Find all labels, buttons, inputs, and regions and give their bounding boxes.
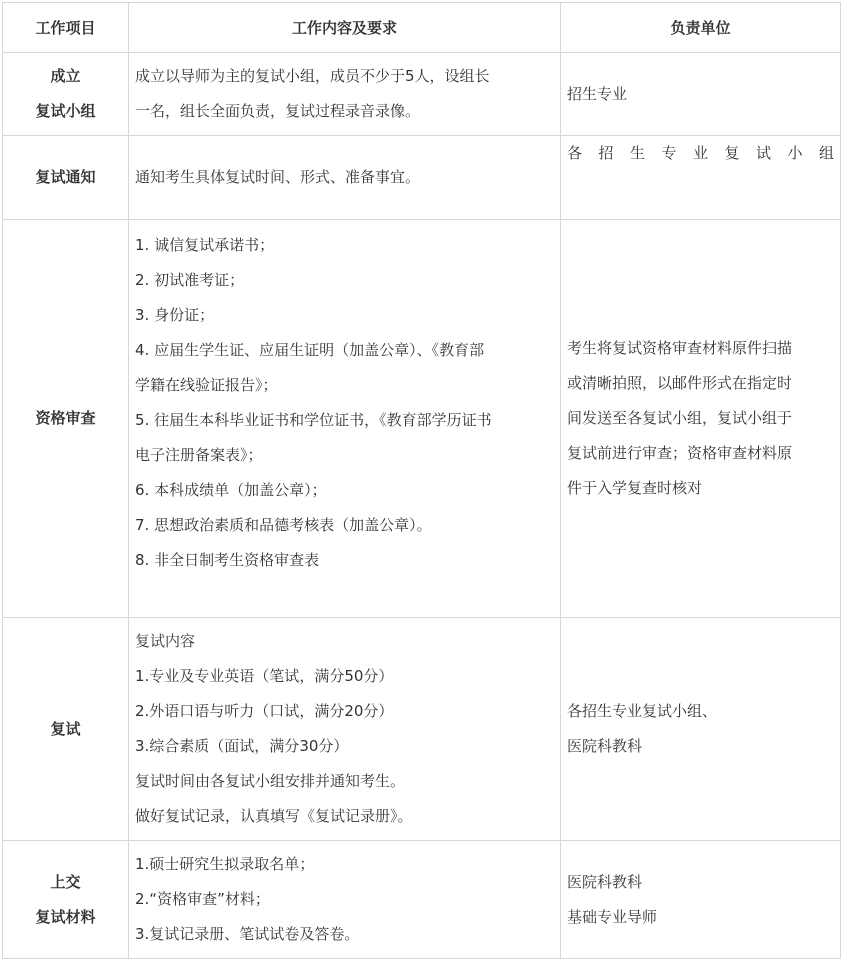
work-item-line: 复试材料 (35, 907, 96, 926)
content-line: 3. 身份证； (135, 306, 215, 324)
unit-line: 复试前进行审查；资格审查材料原 (567, 444, 793, 462)
content-line: 2.“资格审查”材料； (135, 890, 270, 908)
content-line: 学籍在线验证报告》； (135, 376, 278, 394)
content-line: 电子注册备案表》； (135, 446, 263, 464)
content-line: 5. 往届生本科毕业证书和学位证书，《教育部学历证书 (135, 411, 492, 429)
content-line: 3.综合素质（面试，满分30分） (135, 737, 349, 755)
unit-line: 基础专业导师 (567, 907, 658, 926)
table-row (3, 220, 841, 618)
work-item-cell (3, 220, 129, 618)
unit-line: 或清晰拍照，以邮件形式在指定时 (567, 374, 793, 392)
work-item-line: 资格审查 (35, 409, 96, 427)
content-line: 通知考生具体复试时间、形式、准备事宜。 (135, 168, 421, 186)
content-line: 复试时间由各复试小组安排并通知考生。 (135, 772, 406, 790)
content-line: 3.复试记录册、笔试试卷及答卷。 (135, 925, 360, 943)
table-row (3, 841, 841, 959)
work-item-line: 复试 (50, 719, 81, 738)
unit-line: 间发送至各复试小组，复试小组于 (567, 409, 793, 427)
content-line: 复试内容 (135, 632, 196, 650)
header-row (3, 3, 841, 53)
work-item-line: 复试小组 (35, 102, 96, 120)
unit-line: 医院科教科 (567, 872, 643, 891)
work-item-cell (3, 136, 129, 220)
content-line: 1.硕士研究生拟录取名单； (135, 855, 315, 873)
content-line: 做好复试记录，认真填写《复试记录册》。 (135, 807, 413, 825)
table-row (3, 618, 841, 841)
header-work-content: 工作内容及要求 (129, 3, 561, 53)
work-content-cell (129, 618, 561, 841)
content-line: 8. 非全日制考生资格审查表 (135, 551, 320, 569)
content-line: 一名，组长全面负责，复试过程录音录像。 (135, 102, 421, 120)
responsible-unit-cell (561, 53, 841, 136)
content-line: 2.外语口语与听力（口试，满分20分） (135, 702, 394, 720)
content-line: 6. 本科成绩单（加盖公章）； (135, 481, 327, 499)
unit-line: 考生将复试资格审查材料原件扫描 (567, 339, 793, 357)
responsible-unit-cell (561, 220, 841, 618)
responsible-unit-cell (561, 841, 841, 959)
work-content-cell (129, 841, 561, 959)
content-line: 1. 诚信复试承诺书； (135, 236, 275, 254)
content-line: 成立以导师为主的复试小组，成员不少于5人，设组长 (135, 67, 490, 85)
unit-line: 各招生专业复试小组 (567, 144, 834, 162)
review-process-table (2, 2, 841, 959)
responsible-unit-cell (561, 618, 841, 841)
work-content-cell (129, 220, 561, 618)
content-line: 1.专业及专业英语（笔试，满分50分） (135, 667, 394, 685)
work-item-cell (3, 53, 129, 136)
work-content-cell (129, 53, 561, 136)
work-item-cell (3, 841, 129, 959)
unit-line: 医院科教科 (567, 737, 643, 755)
content-line: 4. 应届生学生证、应届生证明（加盖公章）、《教育部 (135, 341, 485, 359)
table-row (3, 53, 841, 136)
header-responsible-unit: 负责单位 (561, 3, 841, 53)
work-content-cell (129, 136, 561, 220)
work-item-line: 复试通知 (35, 168, 96, 186)
work-item-line: 上交 (50, 872, 81, 891)
unit-line: 招生专业 (567, 84, 628, 103)
header-work-item: 工作项目 (3, 3, 129, 53)
content-line: 7. 思想政治素质和品德考核表（加盖公章）。 (135, 516, 432, 534)
unit-line: 件于入学复查时核对 (567, 479, 703, 497)
responsible-unit-cell (561, 136, 841, 220)
work-item-line: 成立 (50, 67, 81, 85)
content-line: 2. 初试准考证； (135, 271, 245, 289)
unit-line: 各招生专业复试小组、 (567, 702, 718, 720)
table-row (3, 136, 841, 220)
work-item-cell (3, 618, 129, 841)
